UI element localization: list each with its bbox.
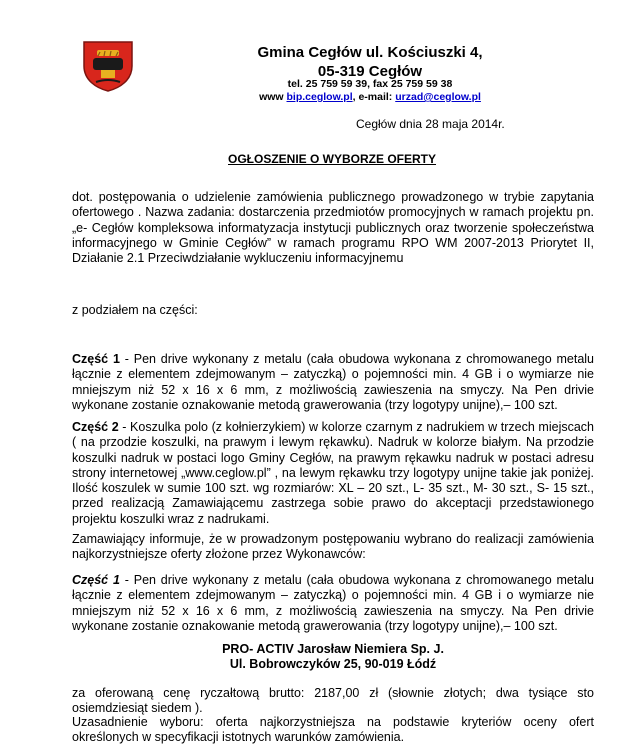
selected-part-paragraph bbox=[72, 573, 594, 634]
part2-paragraph bbox=[72, 420, 594, 527]
document-date: Cegłów dnia 28 maja 2014r. bbox=[356, 117, 505, 131]
price-paragraph: za oferowaną cenę ryczałtową brutto: 2187,00 zł (słownie złotych; dwa tysiące sto osiemdziesiąt siedem ). bbox=[72, 686, 594, 716]
justification-paragraph: Uzasadnienie wyboru: oferta najkorzystniejsza na podstawie kryteriów oceny ofert określonych w specyfikacji istotnych warunków zamówienia. bbox=[72, 715, 594, 745]
selected-part-label: Część 1 bbox=[72, 573, 120, 587]
document-title: OGŁOSZENIE O WYBORZE OFERTY bbox=[228, 152, 437, 166]
contractor-address: Ul. Bobrowczyków 25, 90-019 Łódź bbox=[229, 657, 437, 671]
header-address-line1: Gmina Cegłów ul. Kościuszki 4, bbox=[257, 44, 483, 61]
part1-text: - Pen drive wykonany z metalu (cała obudowa wykonana z chromowanego metalu łącznie z elementem zdejmowanym – zatyczką) o pojemności min. 4 GB i o wymiarze nie mniejszym niż 52 x 16 x 6 mm, z możliwością zawieszenia na smyczy. Na Pen drivie wykonane zostanie oznakowanie metodą grawerowania (trzy logotypy unijne),– 100 szt. bbox=[72, 352, 594, 412]
intro-paragraph: dot. postępowania o udzielenie zamówienia publicznego prowadzonego w trybie zapytania ofertowego . Nazwa zadania: dostarczenia przedmiotów promocyjnych w ramach projektu pn. „e- Cegłów kompleksowa informatyzacja instytucji publicznych oraz tworzenie społeczeństwa informacyjnego w Gminie Cegłów” w ramach programu RPO WM 2007-2013 Priorytet II, Działanie 2.1 Przeciwdziałanie wykluczeniu informacyjnemu bbox=[72, 190, 594, 266]
header-contact bbox=[170, 91, 570, 103]
email-prefix: , e-mail: bbox=[352, 91, 393, 103]
header-address-line2: 05-319 Cegłów bbox=[317, 63, 423, 80]
website-link[interactable]: bip.ceglow.pl bbox=[286, 91, 353, 103]
selected-part-text: - Pen drive wykonany z metalu (cała obudowa wykonana z chromowanego metalu łącznie z elementem zdejmowanym – zatyczką) o pojemności min. 4 GB i o wymiarze nie mniejszym niż 52 x 16 x 6 mm, z możliwością zawieszenia na smyczy. Na Pen drivie wykonane zostanie oznakowanie metodą grawerowania (trzy logotypy unijne),– 100 szt. bbox=[72, 573, 594, 633]
part2-label: Część 2 bbox=[72, 420, 119, 434]
division-note: z podziałem na części: bbox=[72, 303, 198, 317]
coat-of-arms-icon bbox=[80, 40, 136, 92]
email-link[interactable]: urzad@ceglow.pl bbox=[395, 91, 481, 103]
part1-paragraph bbox=[72, 352, 594, 413]
part2-text: - Koszulka polo (z kołnierzykiem) w kolorze czarnym z nadrukiem w trzech miejscach ( na przodzie koszulki, na prawym i lewym rękawku). Nadruk w kolorze białym. Na przodzie koszulki nadruk w postaci logo Gminy Cegłów, na prawym rękawku nadruk w postaci adresu strony internetowej „www.ceglow.pl” , na lewym rękawku trzy logotypy unijne takie jak poniżej. Ilość koszulek w sumie 100 szt. wg rozmiarów: XL – 20 szt., L- 35 szt., M- 30 szt., S- 15 szt., przed realizacją Zamawiającemu zastrzega sobie prawo do akceptacji przedstawionego projektu koszulki wraz z nadrukami. bbox=[72, 420, 594, 526]
header-phone: tel. 25 759 59 39, fax 25 759 59 38 bbox=[287, 78, 453, 90]
part1-label: Część 1 bbox=[72, 352, 120, 366]
www-prefix: www bbox=[259, 91, 284, 103]
contractor-name: PRO- ACTIV Jarosław Niemiera Sp. J. bbox=[222, 642, 444, 656]
info-paragraph: Zamawiający informuje, że w prowadzonym postępowaniu wybrano do realizacji zamówienia najkorzystniejsze oferty złożone przez Wykonawców: bbox=[72, 532, 594, 562]
